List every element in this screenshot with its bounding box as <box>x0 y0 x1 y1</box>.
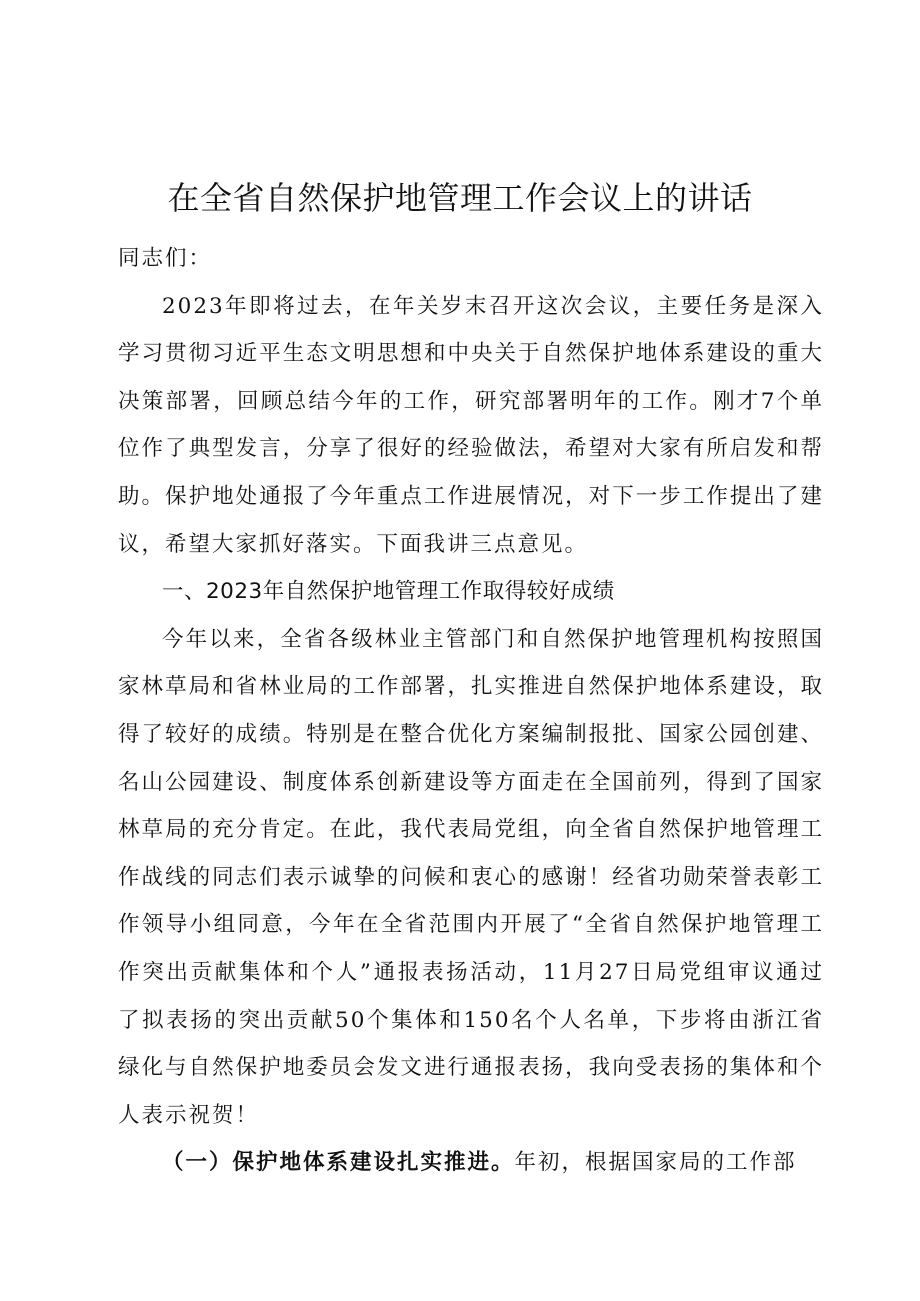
document-body <box>118 235 824 1187</box>
section-1-paragraph: 今年以来，全省各级林业主管部门和自然保护地管理机构按照国家林草局和省林业局的工作部署，扎实推进自然保护地体系建设，取得了较好的成绩。特别是在整合优化方案编制报批、国家公园创建、名山公园建设、制度体系创新建设等方面走在全国前列，得到了国家林草局的充分肯定。在此，我代表局党组，向全省自然保护地管理工作战线的同志们表示诚挚的问候和衷心的感谢！经省功勋荣誉表彰工作领导小组同意，今年在全省范围内开展了“全省自然保护地管理工作突出贡献集体和个人”通报表扬活动，11月27日局党组审议通过了拟表扬的突出贡献50个集体和150名个人名单，下步将由浙江省绿化与自然保护地委员会发文进行通报表扬，我向受表扬的集体和个人表示祝贺！ <box>118 626 824 1128</box>
subsection-heading-1: （一）保护地体系建设扎实推进。 <box>162 1150 515 1176</box>
subsection-1-paragraph <box>118 1139 824 1187</box>
subsection-1-text: 年初，根据国家局的工作部 <box>514 1150 797 1176</box>
salutation: 同志们： <box>118 246 213 271</box>
section-heading-1: 一、2023年自然保护地管理工作取得较好成绩 <box>162 579 615 605</box>
intro-paragraph: 2023年即将过去，在年关岁末召开这次会议，主要任务是深入学习贯彻习近平生态文明思想和中央关于自然保护地体系建设的重大决策部署，回顾总结今年的工作，研究部署明年的工作。刚才7个单位作了典型发言，分享了很好的经验做法，希望对大家有所启发和帮助。保护地处通报了今年重点工作进展情况，对下一步工作提出了建议，希望大家抓好落实。下面我讲三点意见。 <box>118 293 824 557</box>
document-title: 在全省自然保护地管理工作会议上的讲话 <box>167 179 753 217</box>
